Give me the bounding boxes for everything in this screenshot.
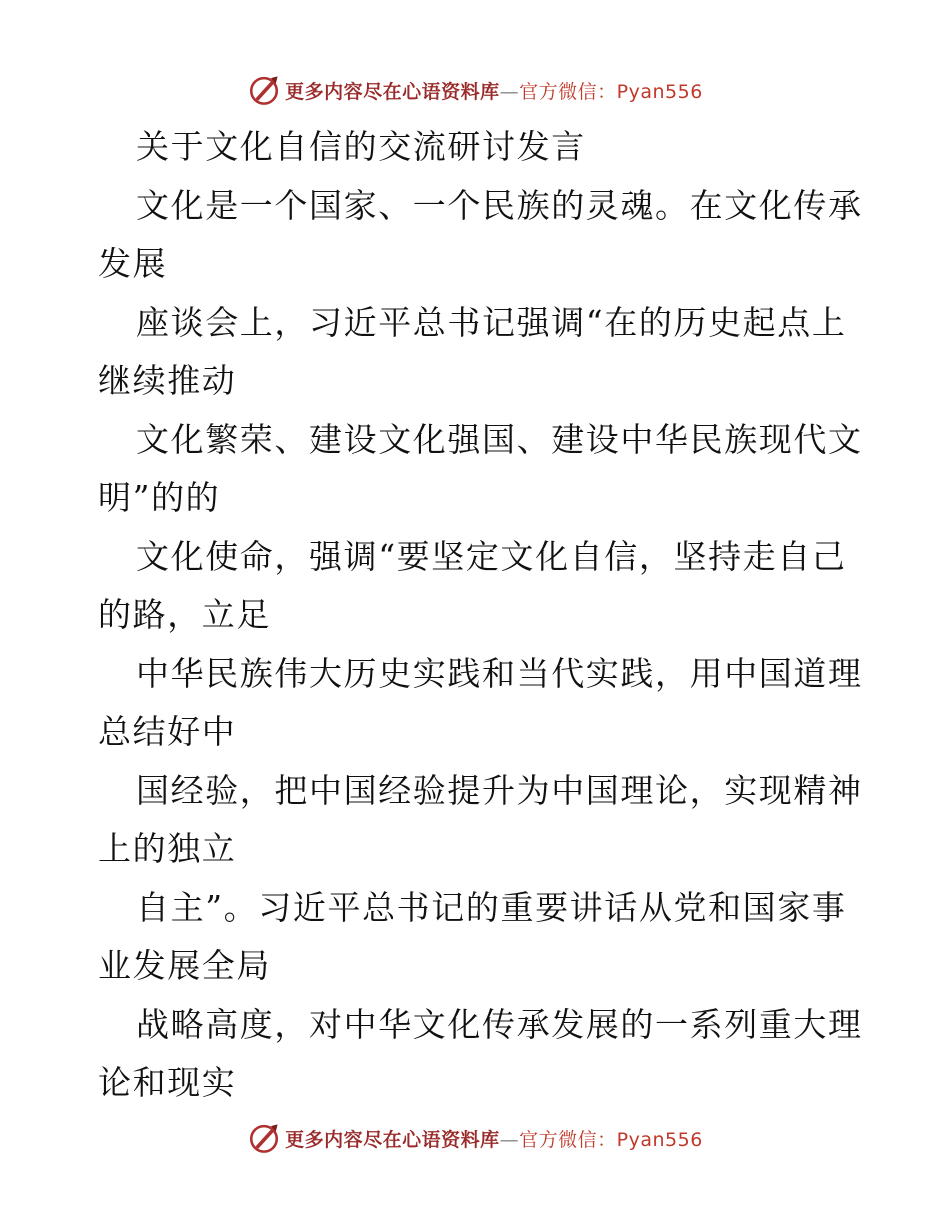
- watermark-separator: —: [499, 1128, 520, 1151]
- paragraph-line: 自主”。习近平总书记的重要讲话从党和国家事: [136, 887, 847, 927]
- watermark-contact: 官方微信：Pyan556: [519, 80, 703, 103]
- paragraph-line: 发展: [98, 244, 168, 283]
- paragraph-line: 文化繁荣、建设文化强国、建设中华民族现代文: [136, 419, 863, 459]
- document-title: 关于文化自信的交流研讨发言: [136, 127, 586, 166]
- paragraph-line: 总结好中: [98, 712, 237, 751]
- watermark-text: [285, 77, 703, 104]
- paragraph-line: 上的独立: [98, 829, 237, 868]
- document-body: [98, 118, 863, 1113]
- paragraph-line: 中华民族伟大历史实践和当代实践，用中国道理: [136, 653, 863, 693]
- paragraph-line: 文化使命，强调“要坚定文化自信，坚持走自己: [136, 536, 847, 576]
- watermark-text: [285, 1125, 703, 1152]
- paragraph-line: 国经验，把中国经验提升为中国理论，实现精神: [136, 770, 863, 810]
- paragraph-line: 继续推动: [98, 361, 237, 400]
- paragraph-line: 的路，立足: [98, 595, 271, 634]
- paragraph-line: 业发展全局: [98, 946, 271, 985]
- paragraph-line: 座谈会上，习近平总书记强调“在的历史起点上: [136, 302, 847, 342]
- paragraph-line: 文化是一个国家、一个民族的灵魂。在文化传承: [136, 185, 863, 225]
- watermark-main-text: 更多内容尽在心语资料库: [285, 1128, 500, 1151]
- paragraph-line: 战略高度，对中华文化传承发展的一系列重大理: [136, 1004, 863, 1044]
- footer-watermark: [0, 1118, 950, 1158]
- paragraph-line: 明”的的: [98, 478, 221, 517]
- watermark-main-text: 更多内容尽在心语资料库: [285, 80, 500, 103]
- watermark-contact: 官方微信：Pyan556: [519, 1128, 703, 1151]
- quill-logo-icon: [247, 1121, 281, 1155]
- header-watermark: [0, 70, 950, 110]
- paragraph-line: 论和现实: [98, 1063, 237, 1102]
- quill-logo-icon: [247, 73, 281, 107]
- watermark-separator: —: [499, 80, 520, 103]
